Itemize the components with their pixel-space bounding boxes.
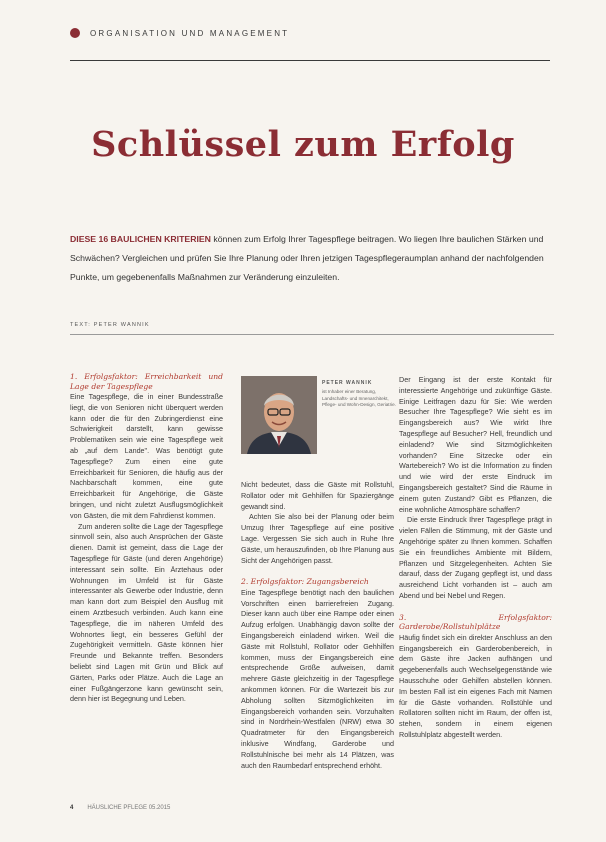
page-footer: [70, 805, 170, 811]
col3-paragraph-2: Die erste Eindruck Ihrer Tagespflege prägt in vielen Fällen die Stimmung, mit der Gäste und Angehörige später zu Ihnen kommen. Schaffen Sie ein freundliches Ambiente mit Bildern, Pflanzen und Sitzgelegenheiten. Achten Sie darauf, dass der Zugang gepflegt ist, und dass ausreichend Licht vorhanden ist – auch am Abend und bei Nebel und Regen.: [399, 515, 552, 600]
col3-paragraph-3: Häufig findet sich ein direkter Anschluss an den Eingangsbereich ein Garderobenbereich, in dem Gäste ihre Jacken aufhängen und gegebenenfalls auch Wechselgegenstände wie Hausschuhe oder Gehilfen abstellen können. Im besten Fall ist ein eigenes Fach mit Namen für die Gäste vorhanden. Rollstühle und Rollatoren sollten nicht im Raum, der offen ist, stehen, sondern in einem eigenen Rollstuhlplatz abgestellt werden.: [399, 632, 552, 739]
column-3: [399, 375, 552, 741]
col2-paragraph-3: Eine Tagespflege benötigt nach den baulichen Vorschriften einen barrierefreien Zugang. Dieser kann auch über eine Rampe oder einen Aufzug erfolgen. Unabhängig davon sollte der Eingangsbereich einladend wirken. Weil die Gäste mit Rollstuhl, Rollator oder Gehhilfen kommen, muss der Eingangsbereich eine entsprechende Größe aufweisen, damit mehrere Gäste gleichzeitig in der Tagespflege ankommen können. Für die Wartezeit bis zur Abholung sollten Sitzmöglichkeiten im Eingangsbereich vorhanden sein. Vorzuhalten sind in Nordrhein-Westfalen (NRW) etwa 30 Quadratmeter für den Eingangsbereich inklusive Windfang, Garderobe und Rollstuhlnische bei mehr als 14 Plätzen, was auch den Raumbedarf entsprechend erhöht.: [241, 587, 394, 770]
col1-paragraph-2: Zum anderen sollte die Lage der Tagespflege sinnvoll sein, also auch Ansprüchen der Gäste dienen. Damit ist gemeint, dass die Lage der Tagespflege für Gäste (und deren Angehörige) interessant sein sollte. Ein Ärztehaus oder Wohnungen im Umfeld ist für Gäste interessanter als Gewerbe oder Industrie, denn man kann dort zum Beispiel den Ausflug mit einem Arztbesuch verbinden. Auch kann eine Tagespflege, die im näheren Umfeld des Wohnortes liegt, ein besseres Gefühl der Zugehörigkeit vermitteln. Gäste können hier Freunde und Bekannte treffen. Besonders beliebt sind Lagen mit Grün und Blick auf Gärten, Parks oder Plätze. Auch die Lage an einer Fußgängerzone kann gewünscht sein, denn hier ist Begegnung und Leben.: [70, 521, 223, 704]
footer-text: HÄUSLICHE PFLEGE 05.2015: [87, 805, 171, 811]
section-header: [70, 28, 289, 38]
author-name: PETER WANNIK: [322, 380, 373, 386]
author-info: [322, 380, 397, 409]
subheading-2: 2. Erfolgsfaktor: Zugangsbereich: [241, 577, 369, 587]
col2-paragraph-2: Achten Sie also bei der Planung oder beim Umzug Ihrer Tagespflege auf eine positive Lage. Vergessen Sie sich auch in Ruhe Ihre Gäste, um herauszufinden, ob Ihre Planung aus Sicht der Angehörigen passt.: [241, 512, 394, 565]
subheading-1: 1. Erfolgsfaktor: Erreichbarkeit und Lage der Tagespflege: [70, 372, 223, 391]
col2-paragraph-1: Nicht bedeutet, dass die Gäste mit Rollstuhl, Rollator oder mit Gehhilfen für Spaziergänge gewandt sind.: [241, 480, 394, 511]
page-title: Schlüssel zum Erfolg: [91, 124, 515, 165]
column-2: [241, 480, 394, 771]
credit-divider: [70, 334, 554, 335]
intro-paragraph: [70, 230, 556, 287]
col1-paragraph-1: Eine Tagespflege, die in einer Bundesstraße liegt, die von Senioren nicht überquert werden kann oder die für den Zubringerdienst eine Schwierigkeit darstellt, kann gewisse Problematiken sein wie eine Tagespflege weit ab „auf dem Lande". Was benötigt gute Tagespflege? Zum einen eine gute Erreichbarkeit für Senioren, die häufig aus der Nachbarschaft kommen, eine gute Erreichbarkeit für Angehörige, die Gäste bringen, und nicht zuletzt Ausflugsmöglichkeit von Gästen, die mit dem Fahrdienst kommen.: [70, 392, 223, 520]
intro-text: können zum Erfolg Ihrer Tagespflege beitragen. Wo liegen Ihre baulichen Stärken und Schwächen? Vergleichen und prüfen Sie Ihre Planung oder Ihren jetzigen Tagespflegeraumplan anhand der nachfolgenden Punkte, um gegebenenfalls Maßnahmen zur Veränderung einzuleiten.: [70, 234, 544, 282]
subheading-3: 3. Erfolgsfaktor: Garderobe/Rollstuhlplätze: [399, 612, 552, 632]
col3-paragraph-1: Der Eingang ist der erste Kontakt für interessierte Angehörige und zukünftige Gäste. Einige Leitfragen dazu für Sie: Wie werden Besucher Ihre Tagespflege? Wie sieht es im Eingangsbereich aus? Wie wirkt Ihre Tagespflege auf Besucher? Hell, freundlich und einladend? Wie sind Sitzmöglichkeiten vorhanden? Eine Sitzecke oder ein Wartebereich? Wo ist die Information zu finden und wie wird der erste Eindruck im Eingangsbereich gestaltet? Sind die Räume in einem guten Zustand? Gibt es Pflanzen, die eine wohnliche Atmosphäre schaffen?: [399, 375, 552, 514]
top-divider: [70, 60, 550, 61]
intro-lead: DIESE 16 BAULICHEN KRITERIEN: [70, 234, 211, 244]
column-1: [70, 372, 223, 705]
section-label: ORGANISATION UND MANAGEMENT: [90, 28, 290, 38]
col2-spacer: [241, 566, 394, 577]
col3-spacer: [399, 602, 552, 613]
section-marker-icon: [70, 28, 80, 38]
portrait-illustration: [241, 376, 317, 454]
author-credit: TEXT: PETER WANNIK: [70, 322, 150, 328]
author-portrait: [241, 376, 317, 454]
page-number: 4: [70, 805, 74, 811]
author-bio: ist Inhaber einer Beratung, Landschafts- und Innenarchitekt, Pflege- und Wohn-Design, Geriatrie.: [322, 389, 396, 407]
